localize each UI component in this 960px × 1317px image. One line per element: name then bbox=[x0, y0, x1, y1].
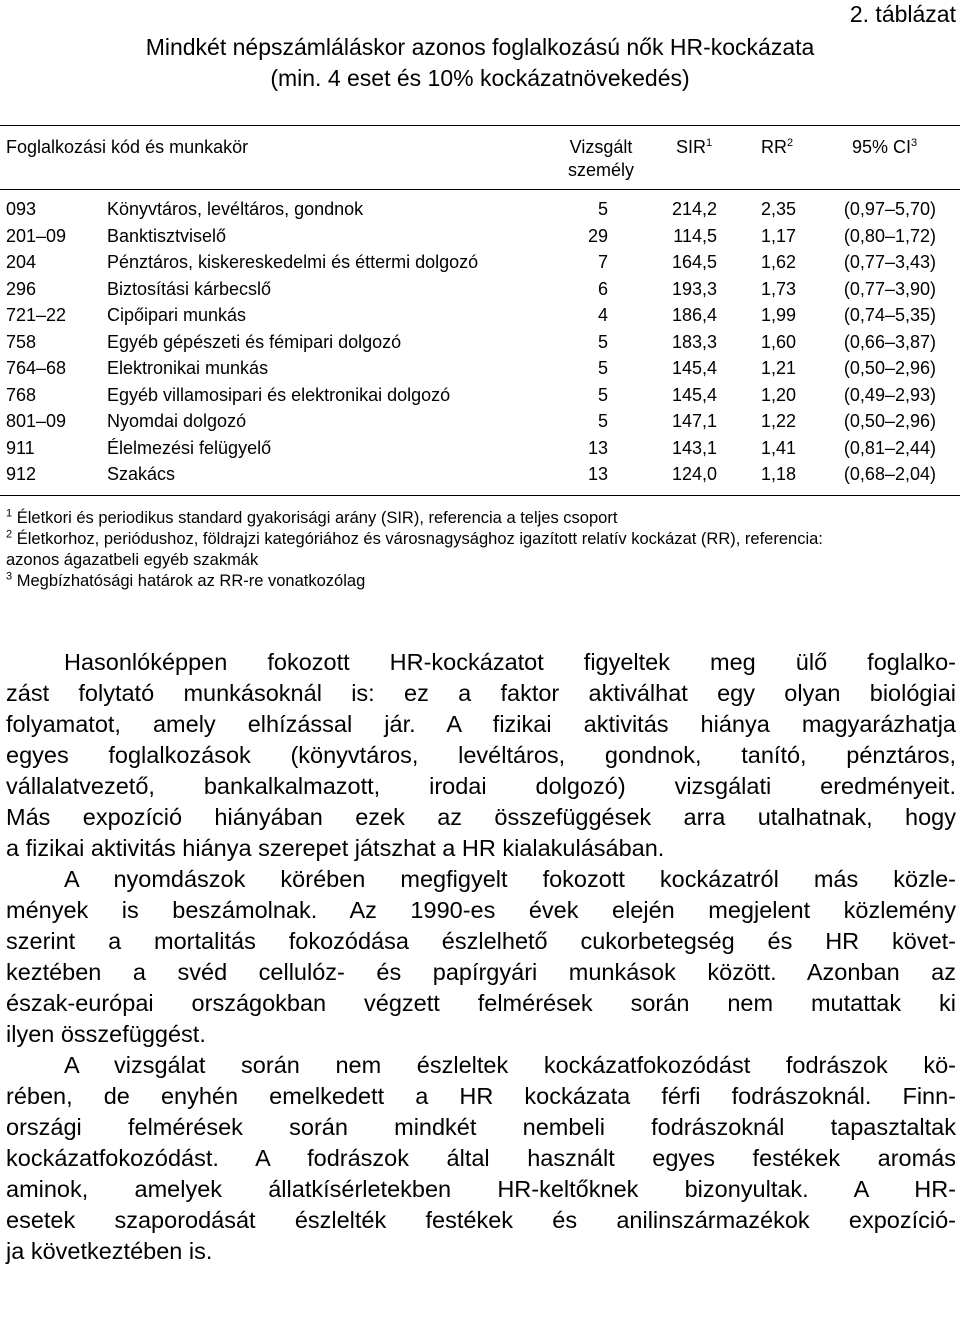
table-title-line-2: (min. 4 eset és 10% kockázatnövekedés) bbox=[270, 65, 690, 91]
body-line: zást folytató munkásoknál is: ez a faktor aktiválhat egy olyan biológiai bbox=[6, 680, 956, 706]
row-examined-count: 7 bbox=[597, 252, 608, 272]
footnote-1-text: Életkori és periodikus standard gyakorisági arány (SIR), referencia a teljes csoport bbox=[16, 509, 618, 527]
row-ci: (0,49–2,93) bbox=[843, 384, 936, 405]
row-ci: (0,97–5,70) bbox=[843, 199, 936, 219]
row-sir: 214,2 bbox=[671, 199, 717, 219]
row-rr: 1,20 bbox=[760, 384, 796, 405]
body-line: Hasonlóképpen fokozott HR-kockázatot figyeltek meg ülő foglalko- bbox=[64, 649, 956, 675]
body-line: esetek szaporodását észlelték festékek és anilinszármazékok expozíció- bbox=[6, 1207, 956, 1233]
header-ci-sup: 3 bbox=[911, 137, 918, 149]
row-job: Elektronikai munkás bbox=[107, 358, 269, 378]
row-examined-count: 5 bbox=[597, 411, 608, 431]
footnote-2-text: Életkorhoz, periódushoz, földrajzi kategóriához és városnagysághoz igazított relatív kockázat (RR), referencia: bbox=[16, 530, 823, 548]
row-job: Nyomdai dolgozó bbox=[107, 411, 247, 431]
footnote-1-number: 1 bbox=[6, 507, 13, 520]
header-examined-line-2: személy bbox=[567, 160, 634, 180]
table-row bbox=[0, 435, 960, 462]
row-code: 764–68 bbox=[6, 358, 67, 378]
table-row bbox=[0, 461, 960, 488]
row-examined-count: 6 bbox=[597, 278, 608, 299]
row-sir: 114,5 bbox=[673, 225, 717, 246]
row-job: Élelmezési felügyelő bbox=[107, 437, 272, 458]
body-line: országi felmérések során mindkét nembeli fodrászoknál tapasztaltak bbox=[6, 1114, 956, 1140]
row-ci: (0,50–2,96) bbox=[843, 411, 936, 431]
row-rr: 1,41 bbox=[760, 437, 796, 458]
row-code: 911 bbox=[6, 437, 35, 458]
body-text bbox=[6, 647, 956, 1267]
row-sir: 145,4 bbox=[671, 358, 717, 378]
header-sir-sup: 1 bbox=[706, 137, 713, 149]
body-line: folyamatot, amely elhízással jár. A fizikai aktivitás hiánya magyarázhatja bbox=[6, 711, 956, 737]
row-job: Egyéb gépészeti és fémipari dolgozó bbox=[107, 331, 402, 352]
row-code: 201–09 bbox=[6, 225, 67, 246]
row-sir: 186,4 bbox=[671, 305, 717, 325]
body-line: ja következtében is. bbox=[6, 1238, 213, 1264]
row-code: 721–22 bbox=[6, 305, 67, 325]
row-job: Egyéb villamosipari és elektronikai dolgozó bbox=[107, 384, 451, 405]
body-line: Más expozíció hiányában ezek az összefüggések arra utalhatnak, hogy bbox=[6, 804, 956, 830]
table-title-line-1: Mindkét népszámláláskor azonos foglalkozású nők HR-kockázata bbox=[145, 34, 815, 60]
row-job: Banktisztviselő bbox=[107, 225, 227, 246]
footnote-3-number: 3 bbox=[6, 570, 13, 583]
footnote-3 bbox=[6, 571, 956, 592]
table-row bbox=[0, 249, 960, 276]
row-rr: 1,60 bbox=[760, 331, 796, 352]
row-job: Pénztáros, kiskereskedelmi és éttermi dolgozó bbox=[107, 252, 479, 272]
row-job: Biztosítási kárbecslő bbox=[107, 278, 272, 299]
row-ci: (0,50–2,96) bbox=[843, 358, 936, 378]
row-ci: (0,80–1,72) bbox=[843, 225, 936, 246]
row-code: 768 bbox=[6, 384, 37, 405]
footnote-3-text: Megbízhatósági határok az RR-re vonatkozólag bbox=[16, 572, 366, 590]
footnote-2-continuation: azonos ágazatbeli egyéb szakmák bbox=[6, 551, 259, 569]
header-bottom-rule bbox=[0, 189, 960, 190]
body-line: keztében a svéd cellulóz- és papírgyári munkások között. Azonban az bbox=[6, 959, 956, 985]
header-examined-line-1: Vizsgált bbox=[569, 137, 633, 157]
table-row bbox=[0, 196, 960, 223]
row-rr: 1,17 bbox=[760, 225, 796, 246]
row-examined-count: 13 bbox=[587, 437, 608, 458]
table-row bbox=[0, 355, 960, 382]
header-occupation: Foglalkozási kód és munkakör bbox=[6, 137, 249, 157]
row-sir: 164,5 bbox=[671, 252, 717, 272]
table-row bbox=[0, 276, 960, 303]
row-ci: (0,68–2,04) bbox=[843, 464, 936, 484]
table-row bbox=[0, 329, 960, 356]
body-line: mények is beszámolnak. Az 1990-es évek elején megjelent közlemény bbox=[6, 897, 956, 923]
table-row bbox=[0, 302, 960, 329]
header-examined bbox=[562, 136, 640, 182]
table-row bbox=[0, 382, 960, 409]
body-line: rében, de enyhén emelkedett a HR kockázata férfi fodrászoknál. Finn- bbox=[6, 1083, 956, 1109]
table-label: 2. táblázat bbox=[849, 1, 956, 27]
row-examined-count: 5 bbox=[597, 331, 608, 352]
body-line: egyes foglalkozások (könyvtáros, levéltáros, gondnok, tanító, pénztáros, bbox=[6, 742, 956, 768]
row-examined-count: 13 bbox=[587, 464, 608, 484]
table-row bbox=[0, 223, 960, 250]
row-rr: 1,21 bbox=[760, 358, 796, 378]
header-rr bbox=[761, 136, 793, 159]
footnote-1 bbox=[6, 508, 956, 529]
row-rr: 2,35 bbox=[760, 199, 796, 219]
row-sir: 183,3 bbox=[671, 331, 717, 352]
row-rr: 1,22 bbox=[760, 411, 796, 431]
row-examined-count: 5 bbox=[597, 358, 608, 378]
row-rr: 1,18 bbox=[760, 464, 796, 484]
body-line: észak-európai országokban végzett felmérések során nem mutattak ki bbox=[6, 990, 956, 1016]
header-ci-label: 95% CI bbox=[852, 137, 912, 157]
table-bottom-rule bbox=[0, 495, 960, 496]
row-code: 296 bbox=[6, 278, 37, 299]
row-examined-count: 5 bbox=[597, 199, 608, 219]
header-ci bbox=[852, 136, 917, 159]
header-rr-label: RR bbox=[761, 137, 787, 157]
body-line: a fizikai aktivitás hiánya szerepet játszhat a HR kialakulásában. bbox=[6, 835, 665, 861]
body-line: kockázatfokozódást. A fodrászok által használt egyes festékek aromás bbox=[6, 1145, 956, 1171]
body-line: ilyen összefüggést. bbox=[6, 1021, 206, 1047]
data-table bbox=[0, 196, 960, 488]
body-line: vállalatvezető, bankalkalmazott, irodai dolgozó) vizsgálati eredményeit. bbox=[6, 773, 956, 799]
table-top-rule bbox=[0, 125, 960, 126]
body-line: A vizsgálat során nem észleltek kockázatfokozódást fodrászok kö- bbox=[64, 1052, 956, 1078]
row-sir: 145,4 bbox=[671, 384, 717, 405]
row-sir: 193,3 bbox=[671, 278, 717, 299]
row-ci: (0,77–3,43) bbox=[843, 252, 936, 272]
header-rr-sup: 2 bbox=[787, 137, 794, 149]
row-examined-count: 29 bbox=[587, 225, 608, 246]
row-rr: 1,73 bbox=[760, 278, 796, 299]
table-title bbox=[0, 32, 960, 94]
row-job: Könyvtáros, levéltáros, gondnok bbox=[107, 199, 364, 219]
header-sir bbox=[676, 136, 712, 159]
row-code: 093 bbox=[6, 199, 37, 219]
row-sir: 143,1 bbox=[671, 437, 717, 458]
row-code: 758 bbox=[6, 331, 37, 352]
footnote-2 bbox=[6, 529, 956, 550]
row-examined-count: 5 bbox=[597, 384, 608, 405]
row-rr: 1,99 bbox=[760, 305, 796, 325]
row-ci: (0,74–5,35) bbox=[843, 305, 936, 325]
row-rr: 1,62 bbox=[760, 252, 796, 272]
header-sir-label: SIR bbox=[676, 137, 707, 157]
footnote-2-number: 2 bbox=[6, 528, 13, 541]
footnotes bbox=[6, 508, 956, 592]
row-ci: (0,66–3,87) bbox=[843, 331, 936, 352]
row-code: 204 bbox=[6, 252, 37, 272]
row-sir: 147,1 bbox=[671, 411, 717, 431]
row-job: Szakács bbox=[107, 464, 176, 484]
row-ci: (0,77–3,90) bbox=[843, 278, 936, 299]
row-job: Cipőipari munkás bbox=[107, 305, 247, 325]
body-line: szerint a mortalitás fokozódása észlelhető cukorbetegség és HR követ- bbox=[6, 928, 956, 954]
row-code: 912 bbox=[6, 464, 37, 484]
body-line: aminok, amelyek állatkísérletekben HR-keltőknek bizonyultak. A HR- bbox=[6, 1176, 956, 1202]
row-sir: 124,0 bbox=[671, 464, 717, 484]
table-row bbox=[0, 408, 960, 435]
row-code: 801–09 bbox=[6, 411, 67, 431]
row-ci: (0,81–2,44) bbox=[843, 437, 936, 458]
body-line: A nyomdászok körében megfigyelt fokozott kockázatról más közle- bbox=[64, 866, 956, 892]
row-examined-count: 4 bbox=[597, 305, 608, 325]
